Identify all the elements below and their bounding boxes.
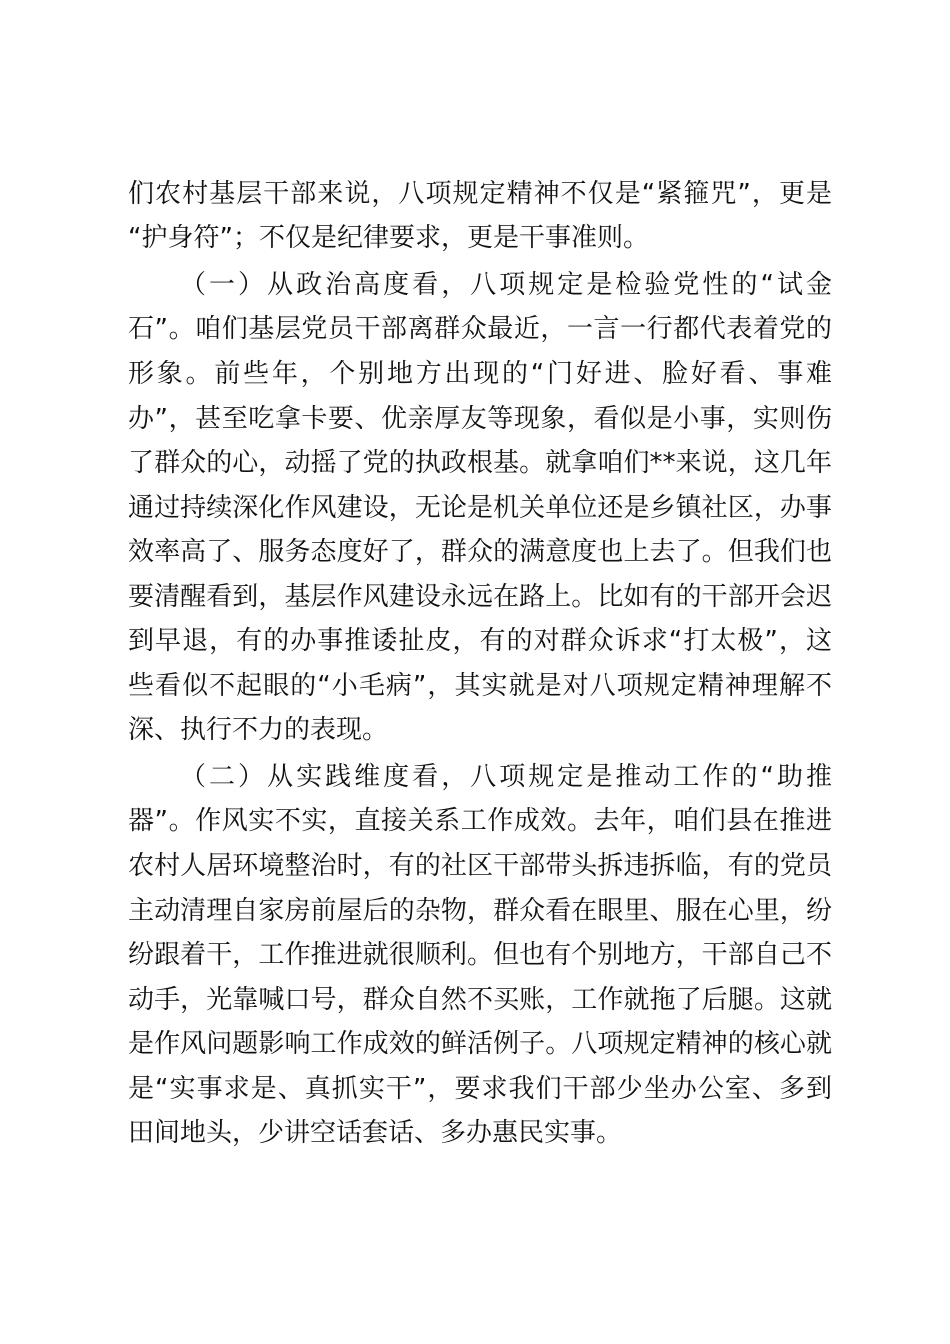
paragraph-line: “护身符”；不仅是纪律要求，更是干事准则。 xyxy=(128,223,649,253)
section-heading-line: （一）从政治高度看，八项规定是检验党性的“试金 xyxy=(180,270,832,300)
section-heading-line: （二）从实践维度看，八项规定是推动工作的“助推 xyxy=(180,762,832,792)
paragraph-line: 办”，甚至吃拿卡要、优亲厚友等现象，看似是小事，实则伤 xyxy=(128,404,832,434)
paragraph-line: 动手，光靠喊口号，群众自然不买账，工作就拖了后腿。这就 xyxy=(128,985,832,1015)
paragraph-line: 要清醒看到，基层作风建设永远在路上。比如有的干部开会迟 xyxy=(128,582,832,612)
paragraph-line: 器”。作风实不实，直接关系工作成效。去年，咱们县在推进 xyxy=(128,806,832,836)
paragraph-line: 效率高了、服务态度好了，群众的满意度也上去了。但我们也 xyxy=(128,537,832,567)
paragraph-line: 纷跟着干，工作推进就很顺利。但也有个别地方，干部自己不 xyxy=(128,940,832,970)
paragraph-line: 了群众的心，动摇了党的执政根基。就拿咱们**来说，这几年 xyxy=(128,448,832,478)
paragraph-line: 形象。前些年，个别地方出现的“门好进、脸好看、事难 xyxy=(128,359,832,389)
paragraph-line: 们农村基层干部来说，八项规定精神不仅是“紧箍咒”，更是 xyxy=(128,179,832,209)
paragraph-line: 通过持续深化作风建设，无论是机关单位还是乡镇社区，办事 xyxy=(128,493,832,523)
paragraph-line: 是作风问题影响工作成效的鲜活例子。八项规定精神的核心就 xyxy=(128,1029,832,1059)
paragraph-line: 深、执行不力的表现。 xyxy=(128,715,389,745)
paragraph-line: 到早退，有的办事推诿扯皮，有的对群众诉求“打太极”，这 xyxy=(128,626,832,656)
paragraph-line: 是“实事求是、真抓实干”，要求我们干部少坐办公室、多到 xyxy=(128,1074,832,1104)
paragraph-line: 农村人居环境整治时，有的社区干部带头拆违拆临，有的党员 xyxy=(128,851,832,881)
paragraph-line: 田间地头，少讲空话套话、多办惠民实事。 xyxy=(128,1118,623,1148)
paragraph-line: 石”。咱们基层党员干部离群众最近，一言一行都代表着党的 xyxy=(128,314,832,344)
paragraph-line: 主动清理自家房前屋后的杂物，群众看在眼里、服在心里，纷 xyxy=(128,896,832,926)
paragraph-line: 些看似不起眼的“小毛病”，其实就是对八项规定精神理解不 xyxy=(128,671,832,701)
